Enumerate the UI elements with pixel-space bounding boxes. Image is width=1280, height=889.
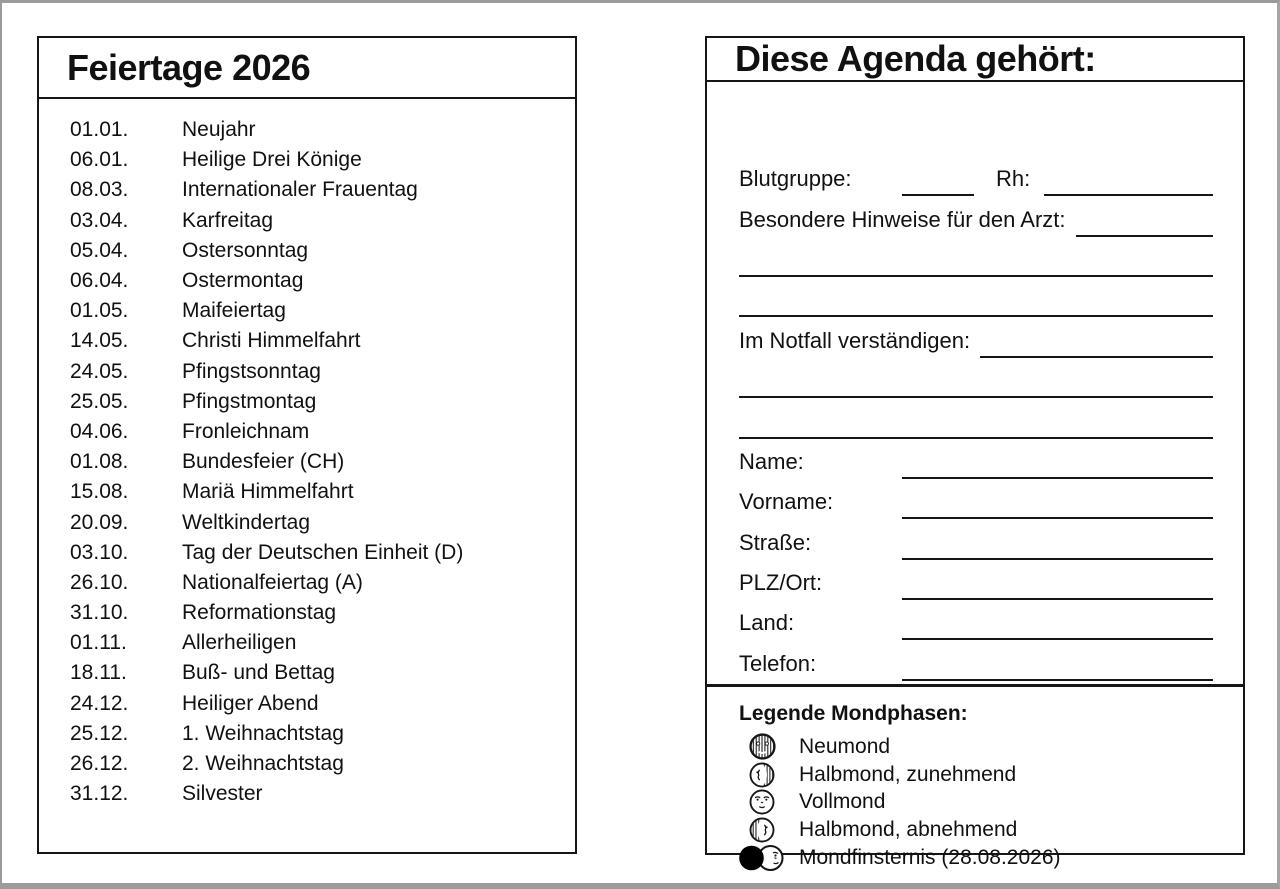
legend-item-waning-half-moon (739, 816, 1223, 844)
waxing-half-moon-icon (739, 762, 785, 788)
holiday-date: 25.12. (70, 721, 129, 745)
write-in-line (739, 283, 1213, 317)
holiday-date: 15.08. (70, 480, 129, 504)
legend-title: Legende Mondphasen: (739, 702, 968, 726)
holiday-date: 18.11. (70, 661, 127, 685)
field-label: Telefon: (739, 650, 817, 676)
waning-half-moon-icon (739, 817, 785, 843)
blood-group-line (902, 162, 974, 196)
holiday-name: 1. Weihnachtstag (182, 721, 344, 745)
holiday-name: 2. Weihnachtstag (182, 752, 344, 776)
holiday-date: 31.12. (70, 782, 129, 806)
blood-group-row (739, 159, 1213, 199)
blank-row (739, 361, 1213, 401)
holiday-row (70, 507, 565, 537)
write-in-line (739, 243, 1213, 277)
form-row (739, 523, 1213, 563)
holiday-row (70, 749, 565, 779)
holiday-row (70, 115, 565, 145)
holiday-row (70, 387, 565, 417)
doctor-notes-row (739, 199, 1213, 239)
holiday-row (70, 296, 565, 326)
holiday-date: 08.03. (70, 178, 129, 202)
write-in-line (902, 566, 1213, 600)
holiday-date: 04.06. (70, 419, 129, 443)
holiday-name: Reformationstag (182, 601, 337, 625)
holiday-row (70, 779, 565, 809)
holiday-row (70, 357, 565, 387)
field-label: Straße: (739, 529, 812, 555)
holiday-date: 01.01. (70, 118, 129, 142)
holiday-row (70, 538, 565, 568)
holiday-name: Allerheiligen (182, 631, 297, 655)
holiday-row (70, 689, 565, 719)
owner-panel (705, 36, 1245, 869)
legend-item-waxing-half-moon (739, 761, 1223, 789)
holiday-row (70, 145, 565, 175)
field-label: Name: (739, 448, 804, 474)
holidays-panel (37, 36, 577, 854)
holiday-name: Karfreitag (182, 208, 274, 232)
holiday-date: 06.01. (70, 148, 129, 172)
holiday-row (70, 719, 565, 749)
holiday-name: Neujahr (182, 118, 256, 142)
holiday-date: 05.04. (70, 238, 129, 262)
holiday-name: Tag der Deutschen Einheit (D) (182, 540, 464, 564)
holiday-date: 14.05. (70, 329, 129, 353)
holiday-name: Fronleichnam (182, 419, 310, 443)
holiday-name: Nationalfeiertag (A) (182, 570, 363, 594)
moon-phase-legend (707, 687, 1243, 871)
blood-group-label: Blutgruppe: (739, 166, 852, 192)
holiday-row (70, 598, 565, 628)
rh-label: Rh: (996, 166, 1031, 192)
write-in-line (902, 526, 1213, 560)
field-label: PLZ/Ort: (739, 570, 823, 596)
holiday-name: Internationaler Frauentag (182, 178, 418, 202)
emergency-contact-line (980, 324, 1213, 358)
form-row (739, 563, 1213, 603)
holiday-date: 26.12. (70, 752, 129, 776)
legend-label: Mondfinsternis (28.08.2026) (799, 845, 1061, 869)
rh-line (1044, 162, 1213, 196)
holiday-row (70, 175, 565, 205)
holidays-title: Feiertage 2026 (67, 46, 311, 88)
owner-header (707, 38, 1243, 82)
doctor-notes-label: Besondere Hinweise für den Arzt: (739, 206, 1066, 232)
holiday-name: Mariä Himmelfahrt (182, 480, 354, 504)
emergency-contact-row (739, 321, 1213, 361)
legend-label: Halbmond, abnehmend (799, 817, 1018, 841)
form-row (739, 442, 1213, 482)
holiday-date: 24.12. (70, 691, 129, 715)
holiday-name: Heiliger Abend (182, 691, 319, 715)
legend-label: Vollmond (799, 790, 886, 814)
blank-row (739, 401, 1213, 441)
holiday-name: Silvester (182, 782, 263, 806)
legend-item-new-moon (739, 733, 1223, 761)
field-label: Vorname: (739, 489, 834, 515)
legend-item-lunar-eclipse (739, 844, 1223, 872)
holiday-date: 01.11. (70, 631, 127, 655)
holiday-name: Christi Himmelfahrt (182, 329, 361, 353)
holiday-date: 03.10. (70, 540, 129, 564)
blank-row (739, 240, 1213, 280)
holiday-row (70, 658, 565, 688)
write-in-line (902, 606, 1213, 640)
holiday-name: Ostersonntag (182, 238, 309, 262)
new-moon-icon (739, 733, 785, 760)
holiday-name: Ostermontag (182, 269, 304, 293)
holidays-header (39, 38, 575, 99)
holiday-name: Bundesfeier (CH) (182, 450, 345, 474)
holiday-name: Pfingstsonntag (182, 359, 321, 383)
lunar-eclipse-icon (739, 844, 785, 872)
holiday-row (70, 447, 565, 477)
holiday-date: 06.04. (70, 269, 129, 293)
form-row (739, 603, 1213, 643)
form-row (739, 644, 1213, 684)
holiday-row (70, 417, 565, 447)
blank-row (739, 280, 1213, 320)
legend-label: Halbmond, zunehmend (799, 762, 1017, 786)
holiday-date: 31.10. (70, 601, 129, 625)
owner-form (707, 82, 1243, 684)
holiday-name: Maifeiertag (182, 299, 286, 323)
holiday-name: Pfingstmontag (182, 389, 317, 413)
holiday-list (39, 99, 575, 809)
full-moon-icon (739, 789, 785, 815)
holiday-row (70, 266, 565, 296)
holiday-row (70, 568, 565, 598)
holiday-date: 01.08. (70, 450, 129, 474)
field-label: Land: (739, 610, 795, 636)
owner-title: Diese Agenda gehört: (735, 38, 1096, 79)
holiday-name: Heilige Drei Könige (182, 148, 362, 172)
holiday-date: 24.05. (70, 359, 129, 383)
legend-item-full-moon (739, 788, 1223, 816)
holiday-date: 01.05. (70, 299, 129, 323)
holiday-name: Buß- und Bettag (182, 661, 335, 685)
holiday-row (70, 326, 565, 356)
form-row (739, 482, 1213, 522)
emergency-contact-label: Im Notfall verständigen: (739, 327, 971, 353)
holiday-date: 26.10. (70, 570, 129, 594)
legend-label: Neumond (799, 734, 891, 758)
write-in-line (739, 364, 1213, 398)
holiday-date: 25.05. (70, 389, 129, 413)
write-in-line (902, 647, 1213, 681)
write-in-line (902, 445, 1213, 479)
holiday-row (70, 628, 565, 658)
doctor-notes-line (1076, 203, 1213, 237)
holiday-name: Weltkindertag (182, 510, 311, 534)
holiday-row (70, 236, 565, 266)
holiday-date: 03.04. (70, 208, 129, 232)
holiday-date: 20.09. (70, 510, 129, 534)
holiday-row (70, 206, 565, 236)
holiday-row (70, 477, 565, 507)
write-in-line (739, 405, 1213, 439)
write-in-line (902, 485, 1213, 519)
